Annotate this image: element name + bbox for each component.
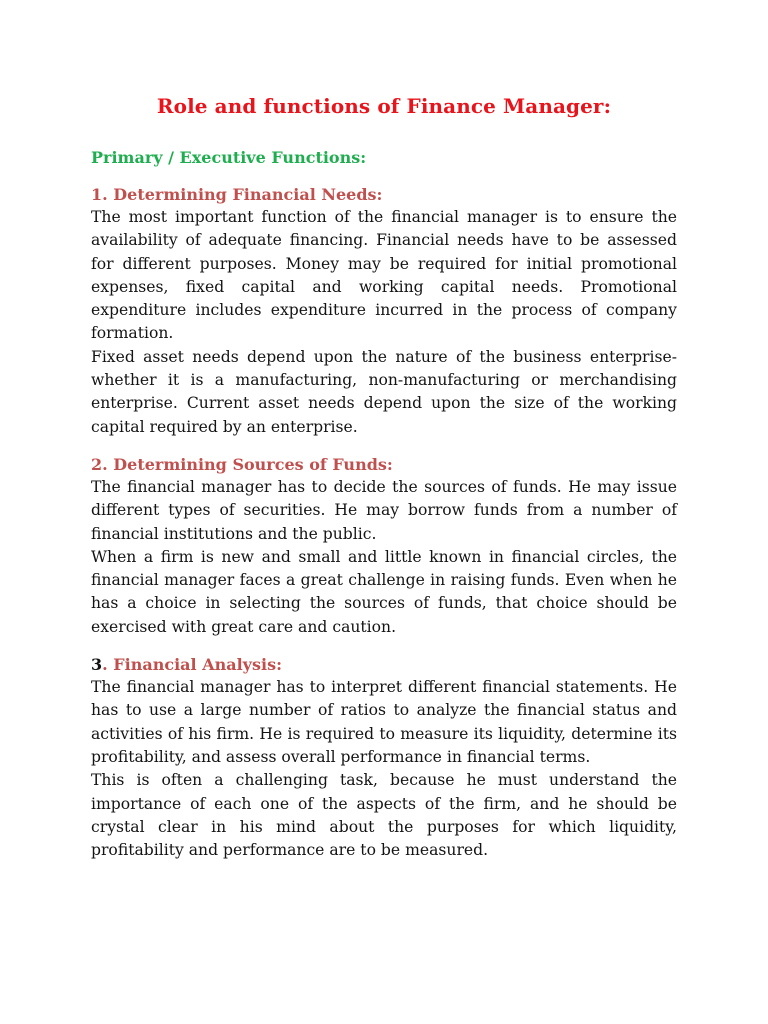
item-heading <box>91 453 677 476</box>
function-item-3 <box>91 653 677 862</box>
item-heading <box>91 653 677 676</box>
item-number: 2. <box>91 454 108 474</box>
paragraph: The financial manager has to interpret different financial statements. He has to use a large number of ratios to analyze the financial status and activities of his firm. He is required to measure its liquidity, determine its profitability, and assess overall performance in financial terms. <box>91 678 677 766</box>
paragraph: The most important function of the financial manager is to ensure the availability of adequate financing. Financial needs have to be assessed for different purposes. Money may be required for initial promotional expenses, fixed capital and working capital needs. Promotional expenditure includes expenditure incurred in the process of company formation. <box>91 208 677 343</box>
section-heading: Primary / Executive Functions: <box>91 148 367 167</box>
item-heading-text: Determining Sources of Funds: <box>107 454 393 474</box>
paragraph: This is often a challenging task, because he must understand the importance of each one of the aspects of the firm, and he should be crystal clear in his mind about the purposes for which liquidity, profitability and performance are to be measured. <box>91 771 677 860</box>
item-number: 1. <box>91 185 108 204</box>
item-number: 3 <box>91 655 103 675</box>
page-title: Role and functions of Finance Manager: <box>156 94 612 118</box>
paragraph: When a firm is new and small and little known in financial circles, the financial manager faces a great challenge in raising funds. Even when he has a choice in selecting the sources of funds, that choice should be exercised with great care and caution. <box>91 547 677 636</box>
paragraph: Fixed asset needs depend upon the nature of the business enterprise- whether it is a manufacturing, non-manufacturing or merchandising enterprise. Current asset needs depend upon the size of the working capital required by an enterprise. <box>91 347 677 436</box>
item-heading-text: Determining Financial Needs: <box>107 185 383 204</box>
item-heading <box>91 183 677 206</box>
paragraph: The financial manager has to decide the sources of funds. He may issue different types of securities. He may borrow funds from a number of financial institutions and the public. <box>91 477 677 543</box>
item-heading-text: . Financial Analysis: <box>102 655 282 675</box>
document-page <box>91 92 677 876</box>
function-item-1 <box>91 183 677 439</box>
function-item-2 <box>91 453 677 639</box>
